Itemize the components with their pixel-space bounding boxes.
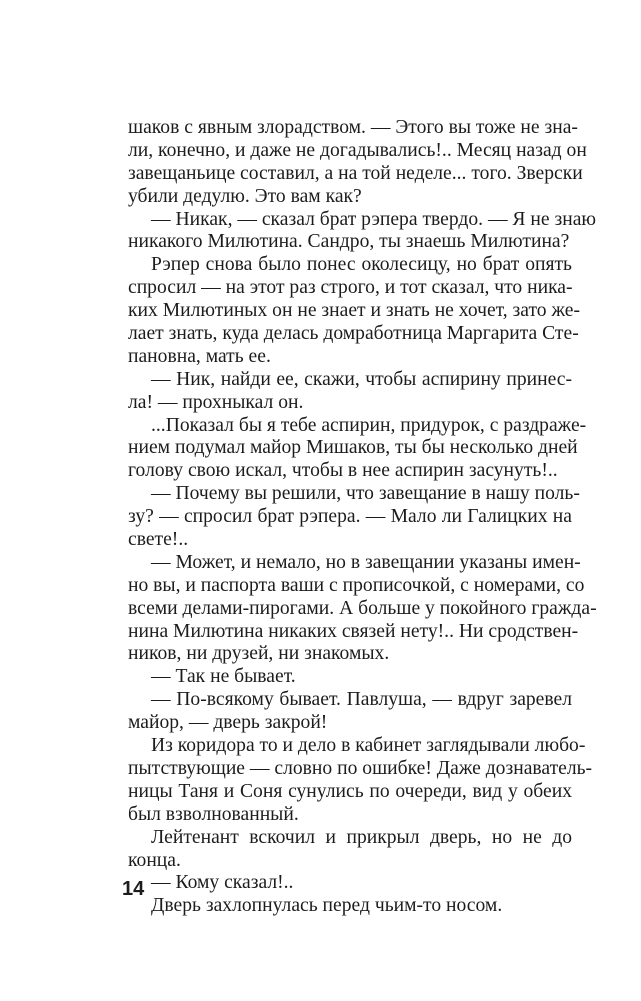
text-line: убили дедулю. Это вам как? xyxy=(128,185,362,207)
text-line: зу? — спросил брат рэпера. — Мало ли Галицких на xyxy=(128,506,572,528)
text-line: никакого Милютина. Сандро, ты знаешь Милютина? xyxy=(128,231,570,253)
text-line: ников, ни друзей, ни знакомых. xyxy=(128,643,390,665)
text-line: майор, — дверь закрой! xyxy=(128,712,328,734)
text-line: был взволнованный. xyxy=(128,803,299,825)
text-line: свете!.. xyxy=(128,529,189,551)
text-line: нина Милютина никаких связей нету!.. Ни сродствен- xyxy=(128,620,579,642)
text-line: Рэпер снова было понес околесицу, но брат опять xyxy=(151,254,572,276)
text-line: ких Милютиных он не знает и знать не хочет, зато же- xyxy=(128,300,580,322)
text-line: — Почему вы решили, что завещание в нашу поль- xyxy=(151,483,580,505)
text-line: спросил — на этот раз строго, и тот сказал, что ника- xyxy=(128,277,573,299)
text-line: ла! — прохныкал он. xyxy=(128,391,304,413)
text-line: пытствующие — словно по ошибке! Даже дознаватель- xyxy=(128,757,593,779)
text-line: пановна, мать ее. xyxy=(128,345,271,367)
text-line: конца. xyxy=(128,849,181,871)
text-line: завещаньице составил, а на той неделе... того. Зверски xyxy=(128,162,583,184)
text-line: — Так не бывает. xyxy=(151,666,296,688)
body-text xyxy=(128,117,597,918)
text-line: шаков с явным злорадством. — Этого вы тоже не зна- xyxy=(128,117,578,138)
text-line: — Ник, найди ее, скажи, чтобы аспирину принес- xyxy=(151,368,572,390)
text-line: всеми делами-пирогами. А больше у покойного гражда- xyxy=(128,597,597,619)
page-number: 14 xyxy=(122,878,145,900)
text-line: Дверь захлопнулась перед чьим-то носом. xyxy=(151,895,503,917)
text-line: Из коридора то и дело в кабинет заглядывали любо- xyxy=(151,735,586,757)
text-line: ницы Таня и Соня сунулись по очереди, вид у обеих xyxy=(128,780,572,802)
text-line: Лейтенант вскочил и прикрыл дверь, но не до xyxy=(151,826,572,848)
text-line: — По-всякому бывает. Павлуша, — вдруг заревел xyxy=(151,689,572,711)
text-line: голову свою искал, чтобы в нее аспирин засунуть!.. xyxy=(128,460,558,482)
text-line: нием подумал майор Мишаков, ты бы несколько дней xyxy=(128,437,578,459)
text-line: ли, конечно, и даже не догадывались!.. Месяц назад он xyxy=(128,139,587,161)
text-line: — Может, и немало, но в завещании указаны имен- xyxy=(151,551,581,573)
text-line: лает знать, куда делась домработница Маргарита Сте- xyxy=(128,323,579,345)
text-line: — Никак, — сказал брат рэпера твердо. — Я не знаю xyxy=(151,208,597,230)
text-line: ...Показал бы я тебе аспирин, придурок, с раздраже- xyxy=(151,414,587,436)
text-line: — Кому сказал!.. xyxy=(151,872,294,894)
text-line: но вы, и паспорта ваши с прописочкой, с номерами, со xyxy=(128,574,585,596)
